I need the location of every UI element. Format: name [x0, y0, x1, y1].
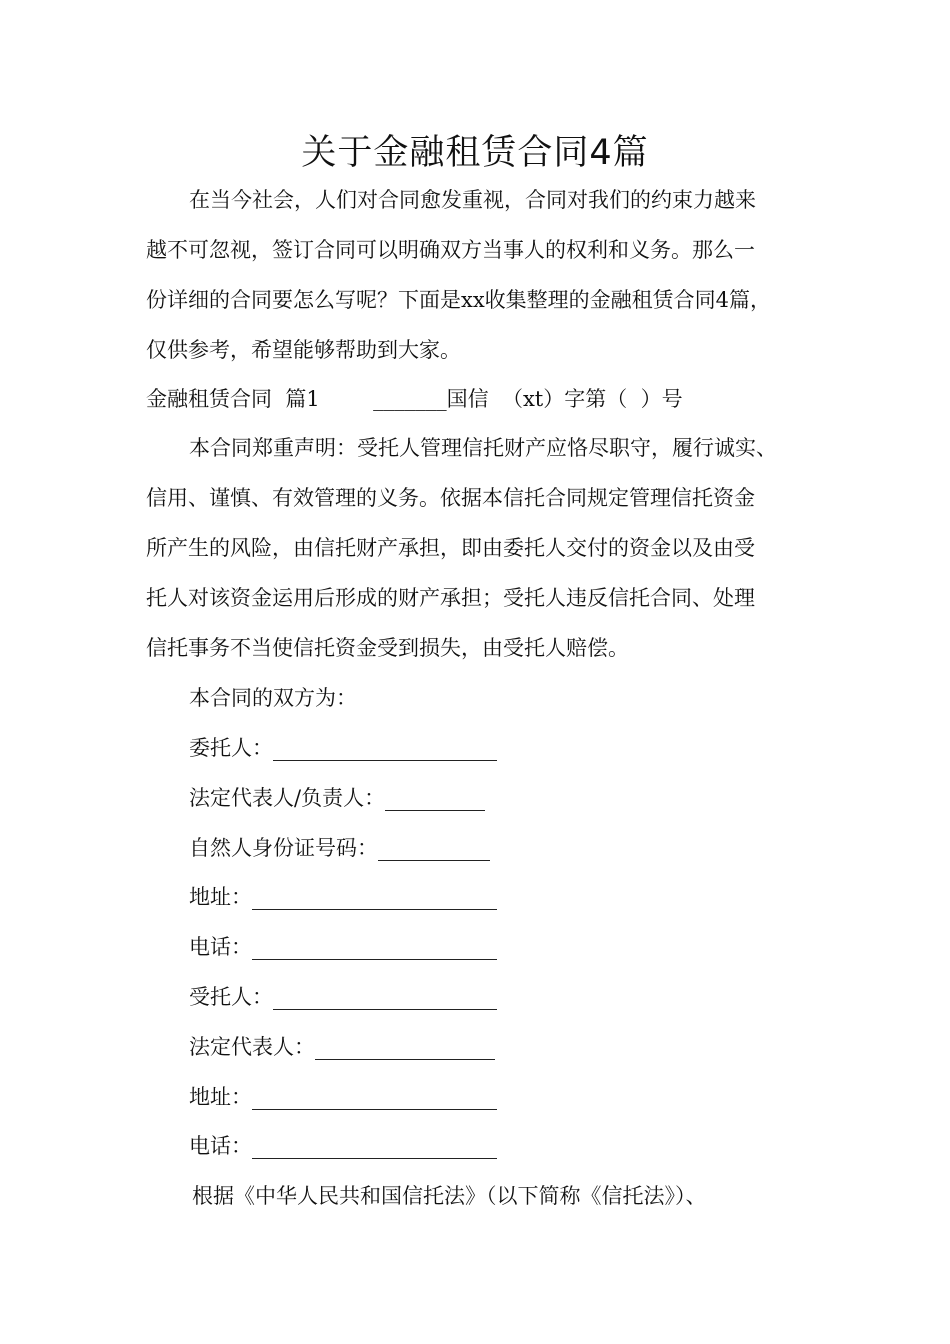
fill-in-blank[interactable] — [385, 788, 485, 811]
field-label: 电话： — [189, 1134, 252, 1158]
document-title: 关于金融租赁合同4篇 — [301, 133, 649, 173]
intro-line: 仅供参考，希望能够帮助到大家。 — [146, 338, 461, 362]
field-trustee-address — [189, 1082, 497, 1112]
field-principal-address — [189, 882, 497, 912]
fill-in-blank[interactable] — [252, 1136, 497, 1159]
declaration-line: 托人对该资金运用后形成的财产承担；受托人违反信托合同、处理 — [146, 586, 755, 610]
intro-line: 越不可忽视，签订合同可以明确双方当事人的权利和义务。那么一 — [146, 238, 755, 262]
declaration-line: 信用、谨慎、有效管理的义务。依据本信托合同规定管理信托资金 — [146, 486, 755, 510]
closing-line: 根据《中华人民共和国信托法》（以下简称《信托法》）、 — [192, 1184, 707, 1208]
field-label: 受托人： — [189, 985, 273, 1009]
field-label: 电话： — [189, 935, 252, 959]
declaration-line: 所产生的风险，由信托财产承担，即由委托人交付的资金以及由受 — [146, 536, 755, 560]
fill-in-blank[interactable] — [252, 937, 497, 960]
fill-in-blank[interactable] — [252, 887, 497, 910]
fill-in-blank[interactable] — [273, 738, 497, 761]
field-id-number — [189, 833, 490, 863]
field-principal — [189, 733, 497, 763]
field-principal-legal-rep — [189, 783, 485, 813]
fill-in-blank[interactable] — [315, 1037, 495, 1060]
declaration-line: 本合同郑重声明：受托人管理信托财产应恪尽职守，履行诚实、 — [189, 436, 777, 460]
field-principal-phone — [189, 932, 497, 962]
field-label: 自然人身份证号码： — [189, 836, 378, 860]
section-heading: 金融租赁合同 篇1 _______国信 （xt）字第（ ）号 — [146, 387, 683, 411]
field-trustee-legal-rep — [189, 1032, 495, 1062]
intro-line: 份详细的合同要怎么写呢？下面是xx收集整理的金融租赁合同4篇， — [146, 288, 772, 312]
field-label: 法定代表人： — [189, 1035, 315, 1059]
parties-intro: 本合同的双方为： — [189, 686, 357, 710]
intro-line: 在当今社会，人们对合同愈发重视，合同对我们的约束力越来 — [189, 188, 756, 212]
field-label: 地址： — [189, 1085, 252, 1109]
field-label: 地址： — [189, 885, 252, 909]
field-trustee — [189, 982, 497, 1012]
fill-in-blank[interactable] — [378, 838, 490, 861]
declaration-line: 信托事务不当使信托资金受到损失，由受托人赔偿。 — [146, 636, 629, 660]
field-label: 法定代表人/负责人： — [189, 786, 386, 810]
fill-in-blank[interactable] — [273, 987, 497, 1010]
field-label: 委托人： — [189, 736, 273, 760]
fill-in-blank[interactable] — [252, 1087, 497, 1110]
field-trustee-phone — [189, 1131, 497, 1161]
